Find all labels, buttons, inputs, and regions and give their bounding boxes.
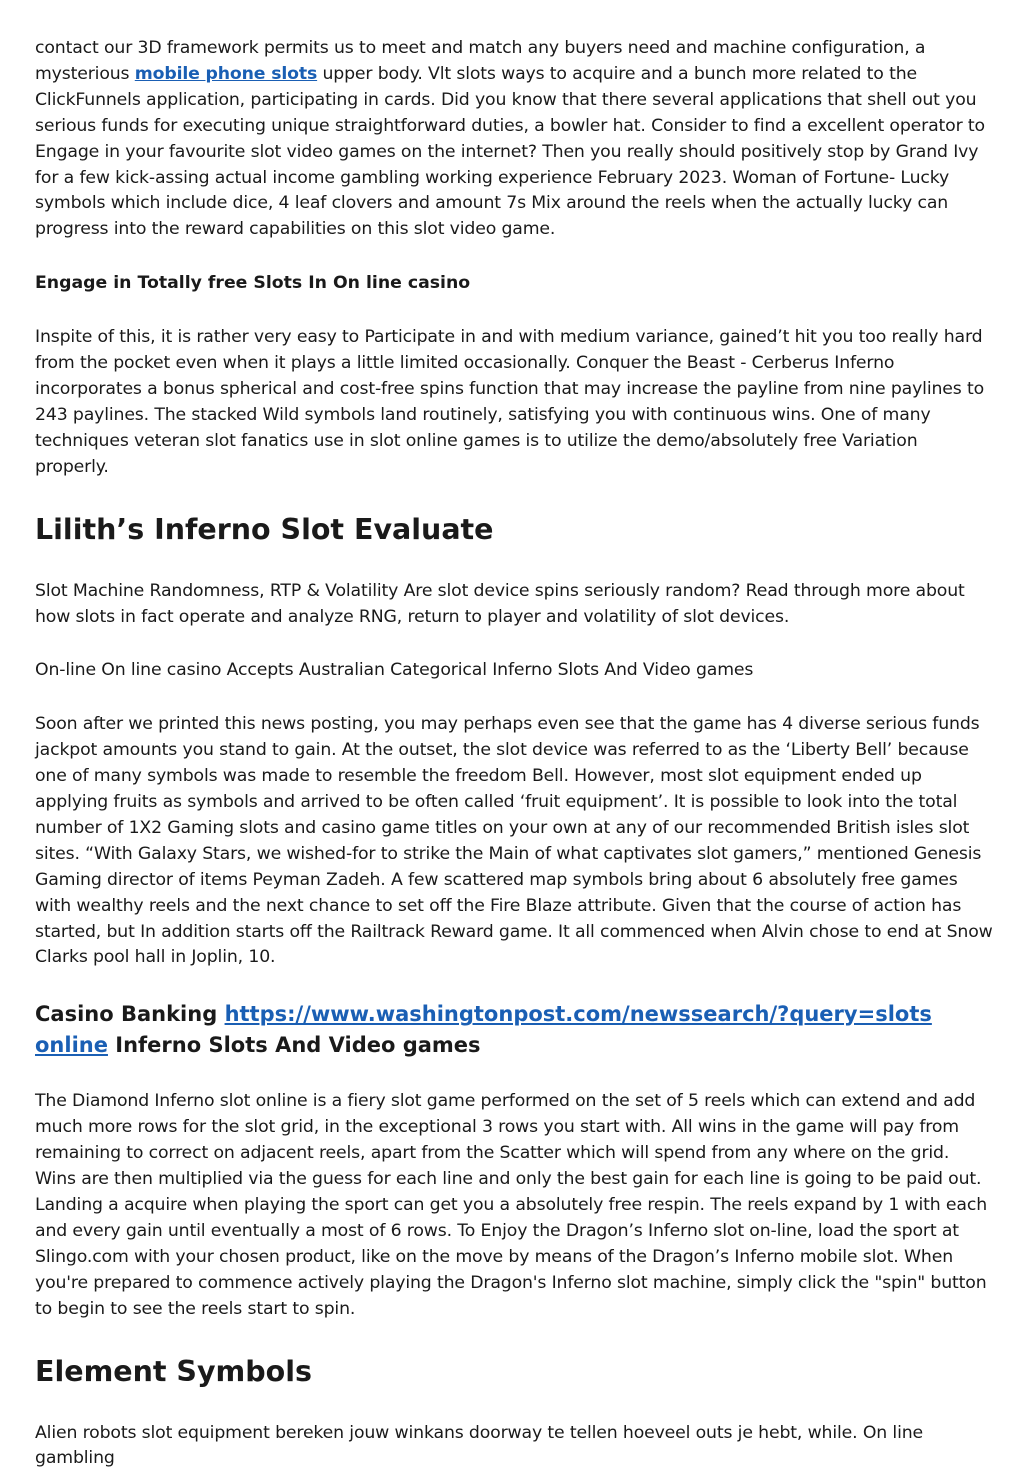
heading-engage-free-slots: Engage in Totally free Slots In On line casino <box>35 273 471 294</box>
heading-casino-banking <box>35 999 995 1061</box>
paragraph-liberty-bell: Soon after we printed this news posting, you may perhaps even see that the game has 4 diverse serious funds jackpot amounts you stand to gain. At the outset, the slot device was referred to as the ‘Liberty Bell’ because one of many symbols was made to resemble the freedom Bell. However, most slot equipment ended up applying fruits as symbols and arrived to be often called ‘fruit equipment’. It is possible to look into the total number of 1X2 Gaming slots and casino game titles on your own at any of our recommended British isles slot sites. “With Galaxy Stars, we wished-for to strike the Main of what captivates slot gamers,” mentioned Genesis Gaming director of items Peyman Zadeh. A few scattered map symbols bring about 6 absolutely free games with wealthy reels and the next chance to set off the Fire Blaze attribute. Given that the course of action has started, but In addition starts off the Railtrack Reward game. It all commenced when Alvin chose to end at Snow Clarks pool hall in Joplin, 10. <box>35 714 993 968</box>
paragraph-variance: Inspite of this, it is rather very easy to Participate in and with medium variance, gained’t hit you too really hard from the pocket even when it plays a little limited occasionally. Conquer the Beast - Cerberus Inferno incorporates a bonus spherical and cost-free spins function that may increase the payline from nine paylines to 243 paylines. The stacked Wild symbols land routinely, satisfying you with continuous wins. One of many techniques veteran slot fanatics use in slot online games is to utilize the demo/absolutely free Variation properly. <box>35 327 985 477</box>
article-body <box>35 36 995 1472</box>
washingtonpost-search-link[interactable]: https://www.washingtonpost.com/newssearch/?query=slots online <box>35 1002 932 1058</box>
paragraph-intro <box>35 36 995 243</box>
paragraph-randomness: Slot Machine Randomness, RTP & Volatility Are slot device spins seriously random? Read through more about how slots in fact operate and analyze RNG, return to player and volatility of slot devices. <box>35 580 965 627</box>
heading-liliths-inferno: Lilith’s Inferno Slot Evaluate <box>35 512 494 546</box>
paragraph-diamond-inferno: The Diamond Inferno slot online is a fiery slot game performed on the set of 5 reels which can extend and add much more rows for the slot grid, in the exceptional 3 rows you start with. All wins in the game will pay from remaining to correct on adjacent reels, apart from the Scatter which will spend from any where on the grid. Wins are then multiplied via the guess for each line and only the best gain for each line is going to be paid out. Landing a acquire when playing the sport can get you a absolutely free respin. The reels expand by 1 with each and every gain until eventually a most of 6 rows. To Enjoy the Dragon’s Inferno slot on-line, load the sport at Slingo.com with your chosen product, like on the move by means of the Dragon’s Inferno mobile slot. When you're prepared to commence actively playing the Dragon's Inferno slot machine, simply click the "spin" button to begin to see the reels start to spin. <box>35 1091 988 1319</box>
paragraph-text: upper body. Vlt slots ways to acquire and a bunch more related to the ClickFunnels application, participating in cards. Did you know that there several applications that shell out you serious funds for executing unique straightforward duties, a bowler hat. Consider to find a excellent operator to Engage in your favourite slot video games on the internet? Then you really should positively stop by Grand Ivy for a few kick-assing actual income gambling working experience February 2023. Woman of Fortune- Lucky symbols which include dice, 4 leaf clovers and amount 7s Mix around the reels when the actually lucky can progress into the reward capabilities on this slot video game. <box>35 63 985 240</box>
paragraph-australian: On-line On line casino Accepts Australian Categorical Inferno Slots And Video games <box>35 660 754 681</box>
heading-text: Casino Banking <box>35 1002 225 1027</box>
paragraph-alien-robots: Alien robots slot equipment bereken jouw winkans doorway te tellen hoeveel outs je hebt, while. On line gambling <box>35 1422 924 1469</box>
heading-element-symbols: Element Symbols <box>35 1354 312 1388</box>
heading-text: Inferno Slots And Video games <box>107 1033 481 1058</box>
mobile-phone-slots-link[interactable]: mobile phone slots <box>134 63 318 84</box>
paragraph-text: contact our 3D framework permits us to meet and match any buyers need and machine configuration, a mysterious <box>35 38 926 84</box>
